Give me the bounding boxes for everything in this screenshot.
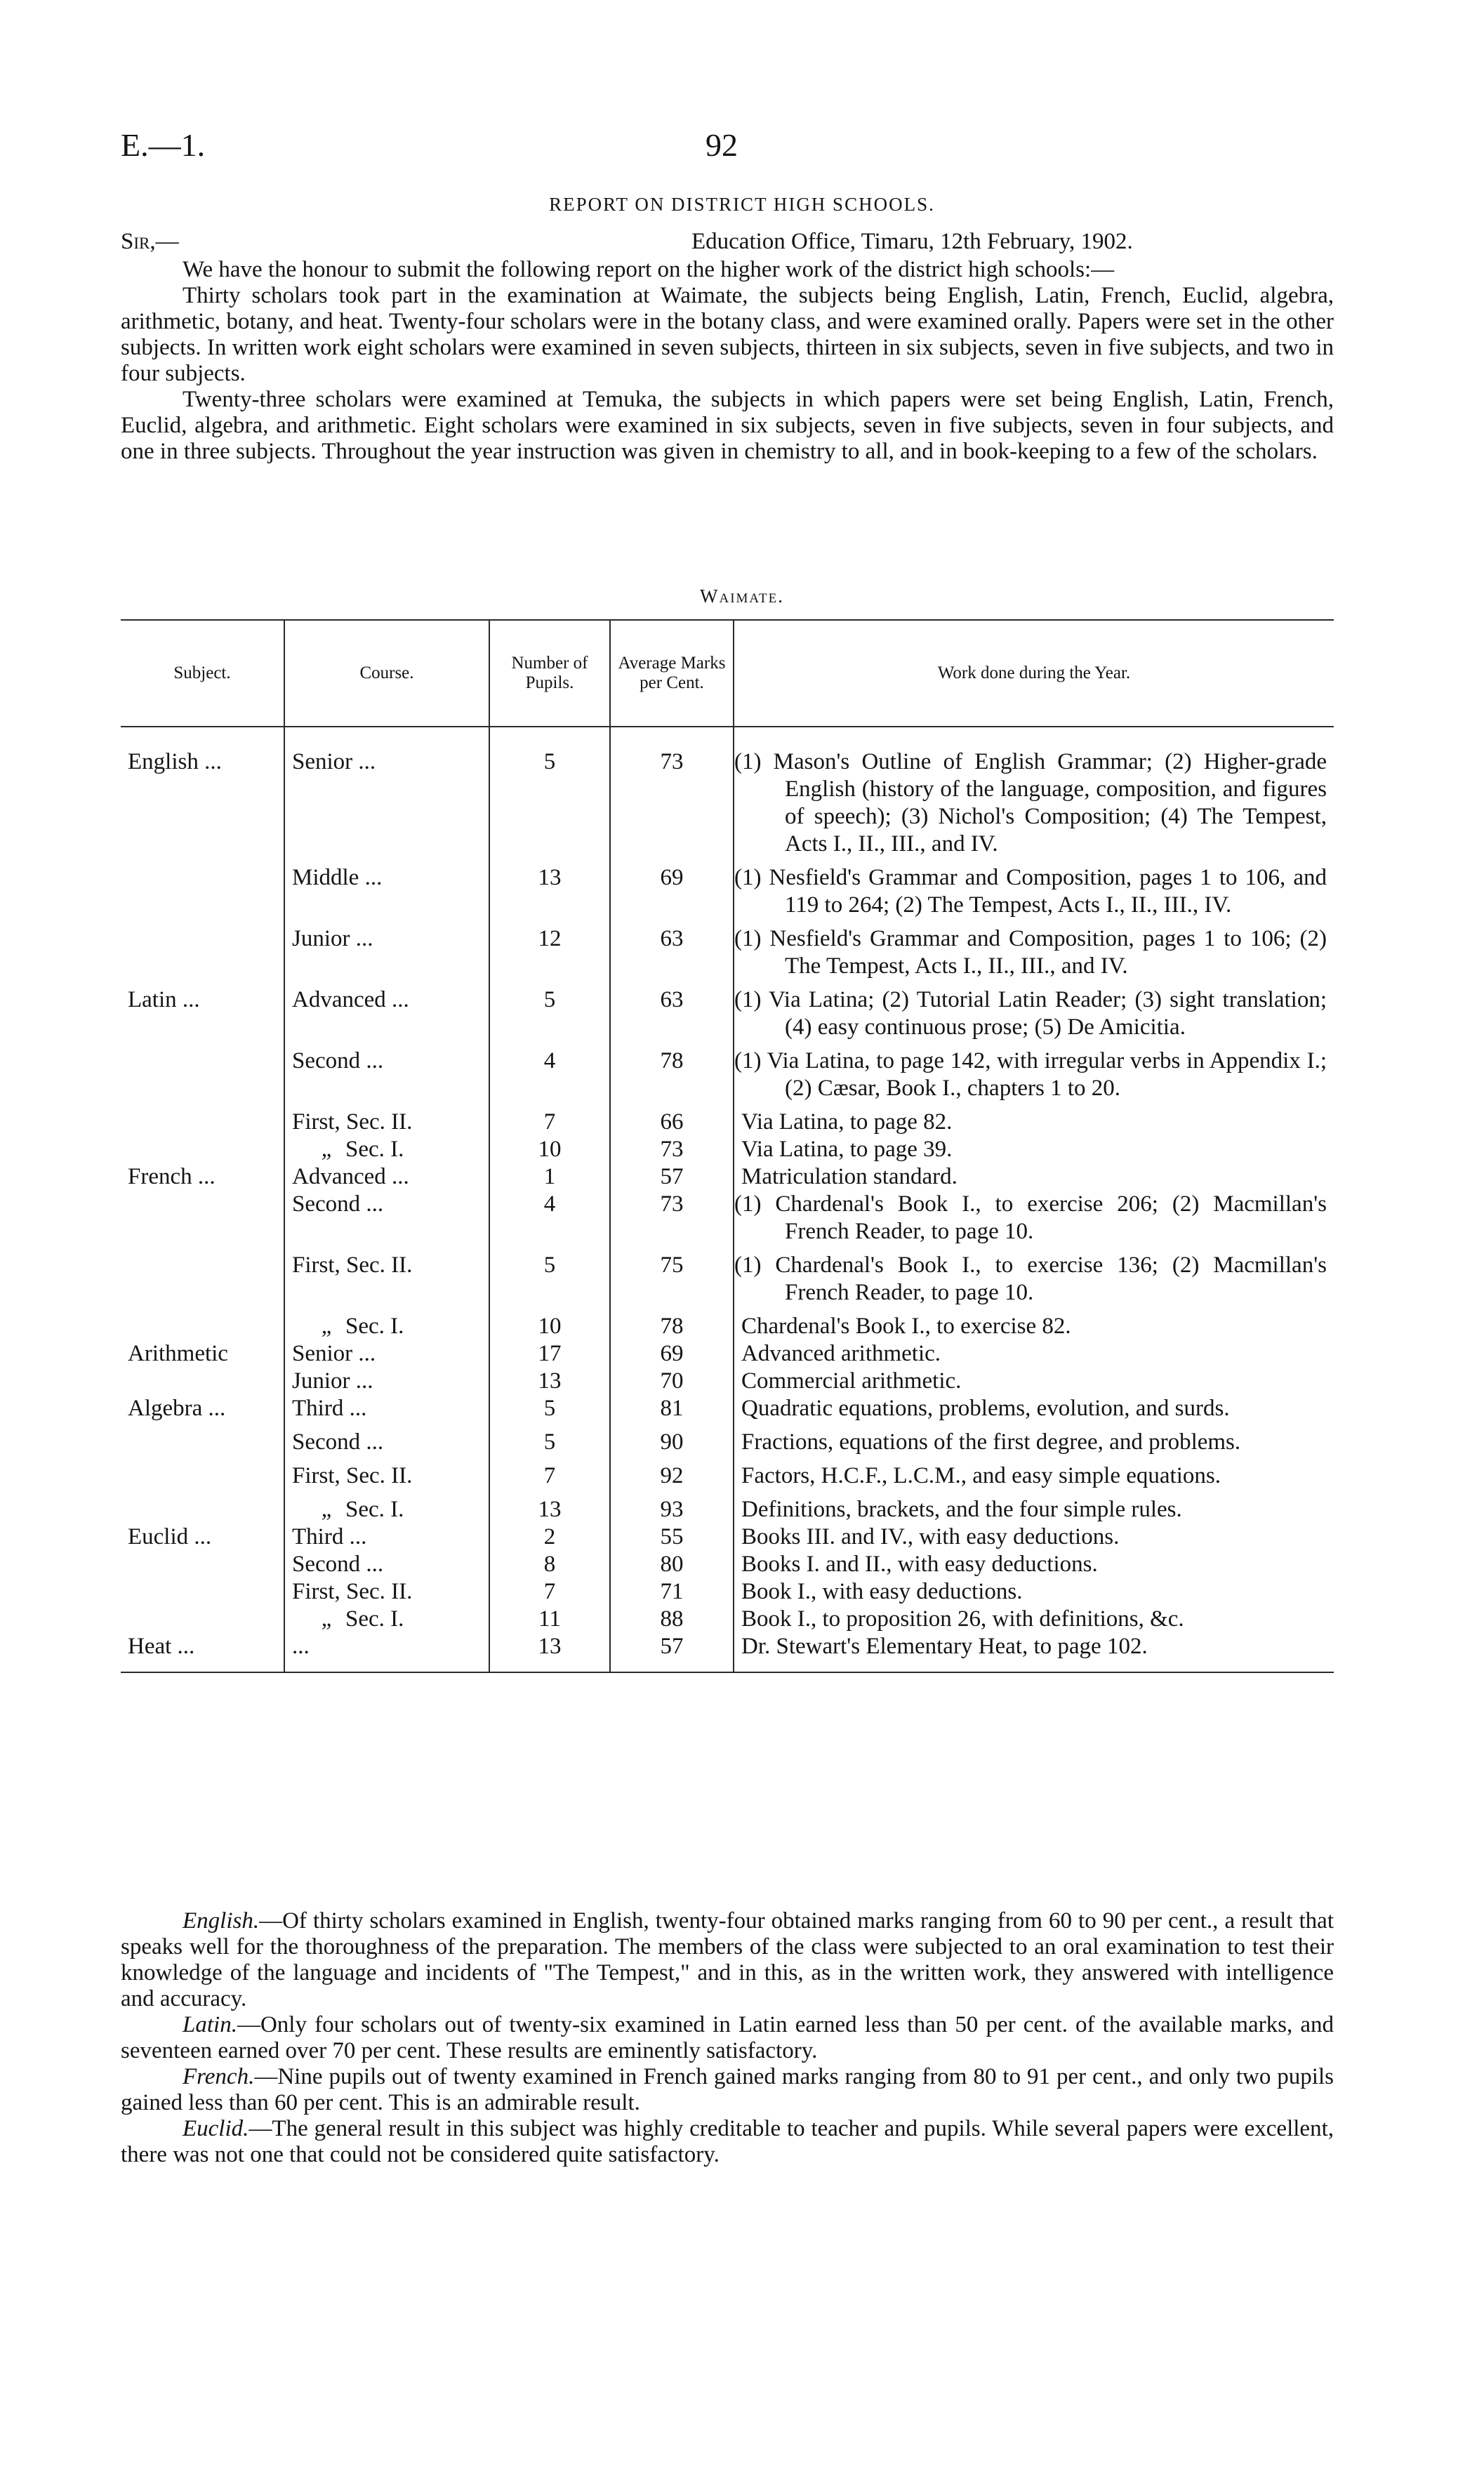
- course-cell: [284, 727, 489, 858]
- remark-paragraph: [121, 2012, 1334, 2064]
- average-cell: [610, 1191, 734, 1245]
- average-cell-text: 69: [660, 1341, 684, 1366]
- subject-cell: [121, 919, 284, 980]
- work-cell-text: Book I., with easy deductions.: [741, 1579, 1023, 1604]
- subject-cell-text: Heat ...: [128, 1634, 195, 1659]
- pupils-cell-text: 13: [538, 865, 562, 890]
- subject-cell: [121, 1102, 284, 1136]
- header-work: Work done during the Year.: [734, 620, 1334, 727]
- average-cell-text: 57: [660, 1164, 684, 1189]
- work-cell-text: (1) Chardenal's Book I., to exercise 206; (2) Macmillan's French Reader, to page 10.: [734, 1191, 1327, 1244]
- work-cell: [734, 1422, 1334, 1456]
- remark-label: Latin.: [183, 2012, 237, 2037]
- remark-paragraph: [121, 2064, 1334, 2116]
- pupils-cell: [489, 1456, 610, 1490]
- average-cell: [610, 1245, 734, 1307]
- pupils-cell: [489, 1606, 610, 1633]
- header-pupils: Number of Pupils.: [489, 620, 610, 727]
- average-cell: [610, 1490, 734, 1523]
- subject-cell-text: Algebra ...: [128, 1396, 226, 1421]
- remark-paragraph: [121, 1908, 1334, 2012]
- work-cell: [734, 1041, 1334, 1102]
- course-cell-text: Sec. I.: [345, 1606, 404, 1632]
- subject-cell-text: English ...: [128, 749, 222, 774]
- course-cell-text: Second ...: [292, 1191, 384, 1217]
- subject-cell: [121, 1606, 284, 1633]
- pupils-cell-text: 7: [543, 1579, 556, 1604]
- pupils-cell: [489, 1368, 610, 1395]
- course-cell: [284, 1307, 489, 1340]
- page-number: 92: [705, 127, 738, 163]
- subject-cell-text: Latin ...: [128, 987, 200, 1012]
- course-cell: [284, 858, 489, 919]
- table-row: [121, 1606, 1334, 1633]
- work-cell-text: (1) Via Latina, to page 142, with irregular verbs in Appendix I.; (2) Cæsar, Book I., chapters 1 to 20.: [734, 1048, 1327, 1101]
- course-cell-text: Sec. I.: [345, 1137, 404, 1162]
- remark-paragraph: [121, 2116, 1334, 2168]
- waimate-table: [121, 619, 1334, 1673]
- work-cell-text: Quadratic equations, problems, evolution, and surds.: [741, 1396, 1230, 1421]
- remark-label: French.: [183, 2064, 255, 2089]
- pupils-cell: [489, 727, 610, 858]
- table-row: [121, 1456, 1334, 1490]
- average-cell-text: 63: [660, 926, 684, 951]
- course-cell: [284, 1551, 489, 1578]
- course-cell-text: Advanced ...: [292, 1164, 409, 1189]
- average-cell: [610, 1633, 734, 1672]
- pupils-cell: [489, 1163, 610, 1191]
- course-cell-text: Second ...: [292, 1429, 384, 1455]
- work-cell-text: Books III. and IV., with easy deductions.: [741, 1524, 1120, 1549]
- pupils-cell: [489, 1395, 610, 1422]
- work-cell-text: (1) Nesfield's Grammar and Composition, pages 1 to 106, and 119 to 264; (2) The Tempest, Acts I., II., III., IV.: [734, 865, 1327, 918]
- average-cell-text: 80: [660, 1552, 684, 1577]
- pupils-cell: [489, 1307, 610, 1340]
- pupils-cell-text: 8: [543, 1552, 556, 1577]
- remark-text: —The general result in this subject was highly creditable to teacher and pupils. While several papers were excellent, there was not one that could not be considered quite satisfactory.: [121, 2116, 1334, 2167]
- course-cell: [284, 1490, 489, 1523]
- remark-label: Euclid.: [183, 2116, 249, 2141]
- course-cell: [284, 1163, 489, 1191]
- average-cell-text: 93: [660, 1497, 684, 1522]
- average-cell: [610, 1307, 734, 1340]
- pupils-cell: [489, 1340, 610, 1368]
- course-cell-text: First, Sec. II.: [292, 1252, 413, 1278]
- ditto-mark: „: [321, 1137, 334, 1162]
- pupils-cell-text: 7: [543, 1463, 556, 1488]
- average-cell: [610, 919, 734, 980]
- subject-cell: [121, 1163, 284, 1191]
- course-cell: [284, 1422, 489, 1456]
- course-cell: [284, 1633, 489, 1672]
- subject-cell: [121, 1191, 284, 1245]
- work-cell: [734, 1551, 1334, 1578]
- work-cell-text: Books I. and II., with easy deductions.: [741, 1552, 1098, 1577]
- average-cell: [610, 1606, 734, 1633]
- pupils-cell: [489, 1245, 610, 1307]
- subject-cell: [121, 1136, 284, 1163]
- table-row: [121, 727, 1334, 858]
- subject-cell: [121, 1368, 284, 1395]
- work-cell-text: Matriculation standard.: [741, 1164, 958, 1189]
- pupils-cell-text: 4: [543, 1191, 556, 1217]
- pupils-cell-text: 10: [538, 1314, 562, 1339]
- pupils-cell: [489, 1136, 610, 1163]
- course-cell-text: Third ...: [292, 1396, 367, 1421]
- table-row: [121, 1395, 1334, 1422]
- pupils-cell-text: 12: [538, 926, 562, 951]
- table-row: [121, 858, 1334, 919]
- pupils-cell: [489, 1523, 610, 1551]
- course-cell-text: Third ...: [292, 1524, 367, 1549]
- table-row: [121, 1422, 1334, 1456]
- ditto-mark: „: [321, 1314, 334, 1339]
- work-cell-text: Advanced arithmetic.: [741, 1341, 941, 1366]
- work-cell: [734, 1523, 1334, 1551]
- course-cell: [284, 1041, 489, 1102]
- work-cell-text: Via Latina, to page 39.: [741, 1137, 953, 1162]
- average-cell-text: 78: [660, 1048, 684, 1073]
- pupils-cell: [489, 858, 610, 919]
- average-cell: [610, 1340, 734, 1368]
- average-cell-text: 78: [660, 1314, 684, 1339]
- intro-paragraphs: [121, 257, 1334, 465]
- work-cell: [734, 1606, 1334, 1633]
- course-cell: [284, 1395, 489, 1422]
- average-cell-text: 55: [660, 1524, 684, 1549]
- course-cell: [284, 1606, 489, 1633]
- pupils-cell-text: 17: [538, 1341, 562, 1366]
- table-row: [121, 1041, 1334, 1102]
- work-cell-text: Definitions, brackets, and the four simple rules.: [741, 1497, 1182, 1522]
- average-cell: [610, 1395, 734, 1422]
- average-cell: [610, 1456, 734, 1490]
- course-cell: [284, 1456, 489, 1490]
- table-row: [121, 1551, 1334, 1578]
- course-cell-text: Junior ...: [292, 1368, 373, 1394]
- course-cell: [284, 1368, 489, 1395]
- average-cell-text: 90: [660, 1429, 684, 1455]
- course-cell-text: Sec. I.: [345, 1314, 404, 1339]
- pupils-cell: [489, 1422, 610, 1456]
- work-cell: [734, 1163, 1334, 1191]
- work-cell: [734, 1102, 1334, 1136]
- pupils-cell-text: 5: [543, 749, 556, 774]
- work-cell: [734, 1456, 1334, 1490]
- subject-cell: [121, 1307, 284, 1340]
- subject-cell-text: French ...: [128, 1164, 216, 1189]
- course-cell: [284, 1191, 489, 1245]
- average-cell: [610, 1102, 734, 1136]
- pupils-cell: [489, 1578, 610, 1606]
- ditto-mark: „: [321, 1497, 334, 1522]
- table-row: [121, 919, 1334, 980]
- course-cell-text: Senior ...: [292, 749, 376, 774]
- pupils-cell: [489, 1551, 610, 1578]
- table-row: [121, 1633, 1334, 1672]
- subject-cell: [121, 1456, 284, 1490]
- pupils-cell: [489, 1191, 610, 1245]
- table-header-row: [121, 620, 1334, 727]
- salutation: Sir,—: [121, 229, 179, 254]
- subject-cell: [121, 1395, 284, 1422]
- course-cell: [284, 1340, 489, 1368]
- table-row: [121, 1368, 1334, 1395]
- average-cell-text: 73: [660, 1191, 684, 1217]
- average-cell-text: 92: [660, 1463, 684, 1488]
- average-cell-text: 70: [660, 1368, 684, 1394]
- subject-cell: [121, 1523, 284, 1551]
- work-cell-text: Dr. Stewart's Elementary Heat, to page 102.: [741, 1634, 1148, 1659]
- course-cell-text: Second ...: [292, 1552, 384, 1577]
- average-cell-text: 69: [660, 865, 684, 890]
- work-cell: [734, 1633, 1334, 1672]
- subject-cell: [121, 727, 284, 858]
- pupils-cell-text: 10: [538, 1137, 562, 1162]
- dateline: Education Office, Timaru, 12th February, 1902.: [691, 229, 1133, 254]
- subject-cell: [121, 1551, 284, 1578]
- subject-cell: [121, 1422, 284, 1456]
- work-cell: [734, 919, 1334, 980]
- pupils-cell-text: 5: [543, 1429, 556, 1455]
- course-cell-text: Senior ...: [292, 1341, 376, 1366]
- average-cell: [610, 1578, 734, 1606]
- header-subject: Subject.: [173, 663, 231, 682]
- pupils-cell: [489, 1041, 610, 1102]
- table-row: [121, 1245, 1334, 1307]
- pupils-cell-text: 5: [543, 987, 556, 1012]
- work-cell: [734, 1490, 1334, 1523]
- work-cell: [734, 1245, 1334, 1307]
- paragraph: Twenty-three scholars were examined at Temuka, the subjects in which papers were set being English, Latin, French, Euclid, algebra, and arithmetic. Eight scholars were examined in six subjects, seven in five subjects, seven in four subjects, and one in three subjects. Throughout the year instruction was given in chemistry to all, and in book-keeping to a few of the scholars.: [121, 387, 1334, 464]
- header-course: Course.: [284, 620, 489, 727]
- subject-cell: [121, 858, 284, 919]
- table-row: [121, 1340, 1334, 1368]
- course-cell-text: Middle ...: [292, 865, 383, 890]
- average-cell: [610, 1368, 734, 1395]
- remark-text: —Of thirty scholars examined in English, twenty-four obtained marks ranging from 60 to 90 per cent., a result that speaks well for the thoroughness of the preparation. The members of the class were subjected to an oral examination to test their knowledge of the language and incidents of "The Tempest," and in this, as in the written work, they answered with intelligence and accuracy.: [121, 1908, 1334, 2011]
- table-row: [121, 1578, 1334, 1606]
- work-cell-text: (1) Chardenal's Book I., to exercise 136; (2) Macmillan's French Reader, to page 10.: [734, 1252, 1327, 1305]
- pupils-cell: [489, 980, 610, 1041]
- results-table: [121, 619, 1334, 1673]
- average-cell-text: 71: [660, 1579, 684, 1604]
- course-cell-text: Sec. I.: [345, 1497, 404, 1522]
- work-cell: [734, 1368, 1334, 1395]
- pupils-cell-text: 1: [543, 1164, 556, 1189]
- subject-cell-text: Euclid ...: [128, 1524, 212, 1549]
- work-cell-text: Fractions, equations of the first degree, and problems.: [741, 1429, 1241, 1455]
- work-cell-text: (1) Via Latina; (2) Tutorial Latin Reader; (3) sight translation; (4) easy continuous prose; (5) De Amicitia.: [734, 987, 1327, 1040]
- average-cell-text: 73: [660, 749, 684, 774]
- header-average: Average Marks per Cent.: [610, 620, 734, 727]
- ditto-mark: „: [321, 1606, 334, 1632]
- average-cell-text: 88: [660, 1606, 684, 1632]
- average-cell-text: 66: [660, 1109, 684, 1135]
- course-cell-text: Advanced ...: [292, 987, 409, 1012]
- pupils-cell: [489, 919, 610, 980]
- subject-cell: [121, 1041, 284, 1102]
- subject-cell: [121, 1490, 284, 1523]
- work-cell: [734, 1191, 1334, 1245]
- paragraph: We have the honour to submit the following report on the higher work of the district high schools:—: [183, 257, 1115, 282]
- remark-label: English.: [183, 1908, 260, 1933]
- work-cell: [734, 980, 1334, 1041]
- course-cell: [284, 1102, 489, 1136]
- work-cell-text: Commercial arithmetic.: [741, 1368, 962, 1394]
- subject-cell: [121, 1633, 284, 1672]
- subject-cell: [121, 1245, 284, 1307]
- pupils-cell-text: 5: [543, 1252, 556, 1278]
- table-row: [121, 1307, 1334, 1340]
- work-cell: [734, 1578, 1334, 1606]
- table-row: [121, 1136, 1334, 1163]
- table-row: [121, 1523, 1334, 1551]
- remarks: [121, 1908, 1334, 2168]
- work-cell: [734, 1307, 1334, 1340]
- paragraph: Thirty scholars took part in the examination at Waimate, the subjects being English, Latin, French, Euclid, algebra, arithmetic, botany, and heat. Twenty-four scholars were in the botany class, and were examined orally. Papers were set in the other subjects. In written work eight scholars were examined in seven subjects, thirteen in six subjects, seven in five subjects, and two in four subjects.: [121, 283, 1334, 386]
- work-cell-text: (1) Nesfield's Grammar and Composition, pages 1 to 106; (2) The Tempest, Acts I., II., III., and IV.: [734, 926, 1327, 979]
- work-cell: [734, 1340, 1334, 1368]
- average-cell-text: 75: [660, 1252, 684, 1278]
- subject-cell: [121, 1578, 284, 1606]
- document-reference: E.—1.: [121, 127, 206, 163]
- pupils-cell: [489, 1490, 610, 1523]
- table-title: Waimate.: [699, 586, 784, 607]
- average-cell-text: 63: [660, 987, 684, 1012]
- course-cell-text: Junior ...: [292, 926, 373, 951]
- work-cell-text: Book I., to proposition 26, with definitions, &c.: [741, 1606, 1184, 1632]
- work-cell: [734, 1136, 1334, 1163]
- average-cell: [610, 1136, 734, 1163]
- pupils-cell-text: 4: [543, 1048, 556, 1073]
- work-cell-text: Via Latina, to page 82.: [741, 1109, 953, 1135]
- subject-cell-text: Arithmetic: [128, 1341, 228, 1366]
- course-cell: [284, 1523, 489, 1551]
- average-cell-text: 73: [660, 1137, 684, 1162]
- average-cell: [610, 1041, 734, 1102]
- pupils-cell-text: 11: [538, 1606, 561, 1632]
- pupils-cell-text: 5: [543, 1396, 556, 1421]
- pupils-cell-text: 13: [538, 1497, 562, 1522]
- average-cell: [610, 980, 734, 1041]
- pupils-cell: [489, 1102, 610, 1136]
- course-cell: [284, 1136, 489, 1163]
- work-cell: [734, 1395, 1334, 1422]
- work-cell-text: (1) Mason's Outline of English Grammar; (2) Higher-grade English (history of the language, composition, and figures of speech); (3) Nichol's Composition; (4) The Tempest, Acts I., II., III., and IV.: [734, 749, 1327, 857]
- average-cell: [610, 1523, 734, 1551]
- pupils-cell-text: 13: [538, 1634, 562, 1659]
- average-cell-text: 81: [660, 1396, 684, 1421]
- remark-text: —Nine pupils out of twenty examined in French gained marks ranging from 80 to 91 per cent., and only two pupils gained less than 60 per cent. This is an admirable result.: [121, 2064, 1334, 2115]
- course-cell: [284, 1245, 489, 1307]
- course-cell: [284, 919, 489, 980]
- table-row: [121, 1102, 1334, 1136]
- work-cell-text: Chardenal's Book I., to exercise 82.: [741, 1314, 1071, 1339]
- course-cell-text: Second ...: [292, 1048, 384, 1073]
- table-row: [121, 1490, 1334, 1523]
- average-cell: [610, 1422, 734, 1456]
- course-cell-text: First, Sec. II.: [292, 1579, 413, 1604]
- pupils-cell-text: 7: [543, 1109, 556, 1135]
- average-cell-text: 57: [660, 1634, 684, 1659]
- subject-cell: [121, 980, 284, 1041]
- average-cell: [610, 858, 734, 919]
- work-cell: [734, 727, 1334, 858]
- remark-text: —Only four scholars out of twenty-six examined in Latin earned less than 50 per cent. of the available marks, and seventeen earned over 70 per cent. These results are eminently satisfactory.: [121, 2012, 1334, 2063]
- table-body: [121, 727, 1334, 1672]
- report-title: REPORT ON DISTRICT HIGH SCHOOLS.: [549, 194, 935, 215]
- table-row: [121, 1163, 1334, 1191]
- pupils-cell-text: 2: [543, 1524, 556, 1549]
- work-cell-text: Factors, H.C.F., L.C.M., and easy simple equations.: [741, 1463, 1221, 1488]
- course-cell-text: First, Sec. II.: [292, 1463, 413, 1488]
- course-cell: [284, 980, 489, 1041]
- course-cell-text: ...: [292, 1634, 310, 1659]
- average-cell: [610, 727, 734, 858]
- work-cell: [734, 858, 1334, 919]
- pupils-cell: [489, 1633, 610, 1672]
- subject-cell: [121, 1340, 284, 1368]
- pupils-cell-text: 13: [538, 1368, 562, 1394]
- average-cell: [610, 1551, 734, 1578]
- table-row: [121, 980, 1334, 1041]
- table-row: [121, 1191, 1334, 1245]
- course-cell-text: First, Sec. II.: [292, 1109, 413, 1135]
- course-cell: [284, 1578, 489, 1606]
- average-cell: [610, 1163, 734, 1191]
